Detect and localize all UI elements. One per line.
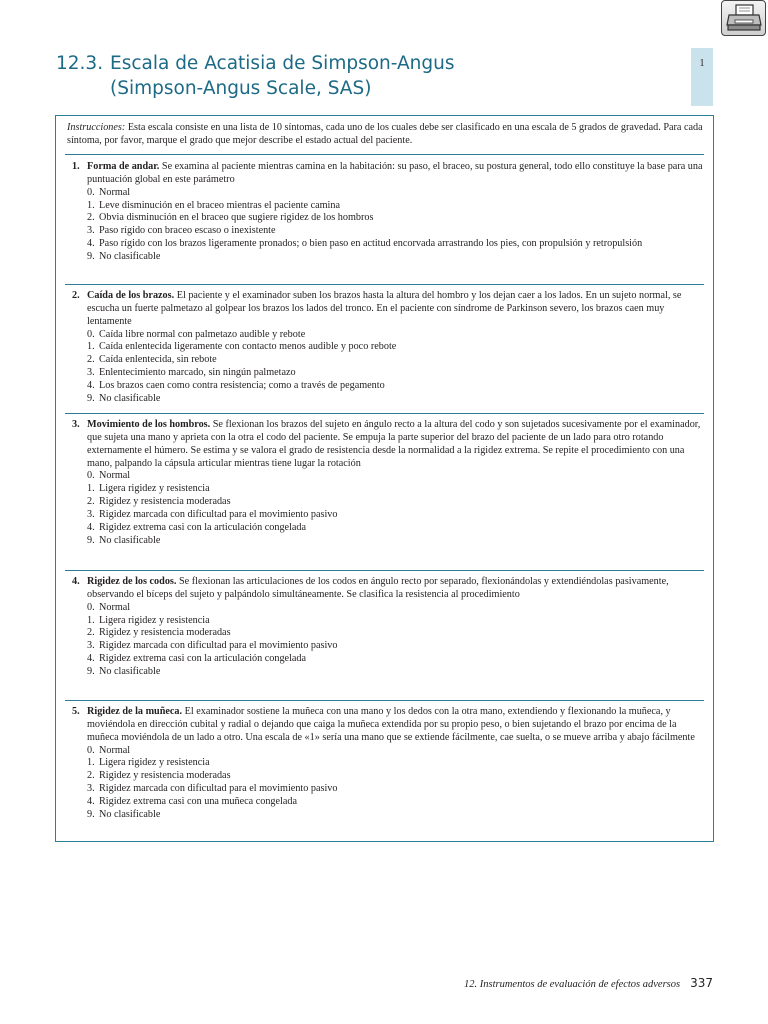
option-score: 0. [87,186,95,198]
option-text: Rigidez marcada con dificultad para el movimiento pasivo [99,640,338,652]
option-score: 3. [87,783,95,795]
option-score: 1. [87,614,95,626]
option-score: 4. [87,238,95,250]
option-text: Rigidez y resistencia moderadas [99,627,231,639]
instructions-label: Instrucciones: [67,122,126,133]
option-score: 4. [87,521,95,533]
section-title-line-1: Escala de Acatisia de Simpson-Angus [110,53,455,74]
item-description: Se flexionan las articulaciones de los codos en ángulo recto por separado, flexionándolas y extendiéndolas pasivamente, observando el bíceps del sujeto y palpándolo simultáneamente. Se clasifica la resistencia al procedimiento [87,576,669,600]
option-row [67,367,703,380]
option-text: Leve disminución en el braceo mientras el paciente camina [99,199,340,211]
scale-item [67,419,703,547]
option-row [67,509,703,522]
option-text: No clasificable [99,250,161,262]
section-number: 12.3. [56,53,104,74]
option-score: 1. [87,341,95,353]
option-text: No clasificable [99,808,161,820]
option-score: 2. [87,627,95,639]
instructions [67,122,703,148]
divider [65,284,704,285]
scale-item [67,576,703,679]
item-name: Rigidez de los codos. [87,576,177,587]
option-score: 9. [87,534,95,546]
option-score: 1. [87,757,95,769]
option-score: 3. [87,225,95,237]
page-number: 337 [690,976,713,990]
option-score: 2. [87,354,95,366]
option-row [67,602,703,615]
item-header [67,706,703,745]
option-row [67,329,703,342]
option-text: No clasificable [99,392,161,404]
option-score: 9. [87,808,95,820]
option-text: Paso rígido con los brazos ligeramente pronados; o bien paso en actitud encorvada arrastrando los pies, con propulsión y retropulsión [99,238,643,250]
print-button[interactable] [721,0,766,36]
instructions-text: Esta escala consiste en una lista de 10 síntomas, cada uno de los cuales debe ser clasificado en una escala de 5 grados de gravedad. Para cada síntoma, por favor, marque el grado que mejor describe el estado actual del paciente. [67,122,703,146]
option-score: 9. [87,392,95,404]
running-title: 12. Instrumentos de evaluación de efectos adversos [464,979,681,990]
option-row [67,341,703,354]
option-text: Paso rígido con braceo escaso o inexistente [99,225,276,237]
option-text: Normal [99,601,131,613]
option-row [67,666,703,679]
option-row [67,522,703,535]
page-footer [380,976,713,990]
item-header [67,290,703,329]
option-score: 3. [87,640,95,652]
option-row [67,470,703,483]
option-row [67,796,703,809]
item-description: Se flexionan los brazos del sujeto en ángulo recto a la altura del codo y son sujetados sucesivamente por el examinador, que sujeta una mano y aprieta con la otra el codo del paciente. Se empuja la parte superior del brazo del paciente de un lado para otro rotando externamente el húmero. Se estima y se valora el grado de resistencia desde la normalidad a la rigidez extrema. Se repite el procedimiento con una mano, palpando la cápsula articular mientras tiene lugar la rotación [87,419,701,469]
option-score: 2. [87,496,95,508]
option-text: Normal [99,744,131,756]
item-name: Rigidez de la muñeca. [87,706,183,717]
option-text: Rigidez marcada con dificultad para el movimiento pasivo [99,508,338,520]
chapter-tab-number: 1 [699,58,705,69]
option-score: 0. [87,328,95,340]
item-description: El examinador sostiene la muñeca con una mano y los dedos con la otra mano, extendiendo y flexionando la muñeca, y moviéndola en dirección cubital y radial o dejando que caiga la muñeca extendida por su propio peso, o bien sujetando el brazo por encima de la muñeca moviéndola de un lado a otro. Una escala de «1» sería una mano que se extiende fácilmente, cae suelta, o se mueve arriba y abajo fácilmente [87,706,695,743]
option-row [67,496,703,509]
printer-icon [725,3,763,33]
option-row [67,483,703,496]
option-score: 2. [87,212,95,224]
item-header [67,576,703,602]
item-name: Caída de los brazos. [87,290,175,301]
chapter-tab [691,48,713,106]
item-number: 4. [72,576,80,587]
item-header [67,161,703,187]
option-row [67,745,703,758]
option-text: Normal [99,186,131,198]
option-text: Obvia disminución en el braceo que sugiere rigidez de los hombros [99,212,374,224]
option-row [67,627,703,640]
option-score: 1. [87,199,95,211]
item-description: Se examina al paciente mientras camina en la habitación: su paso, el braceo, su postura general, todo ello constituye la base para una puntuación global en este parámetro [87,161,703,185]
divider [65,413,704,414]
divider [65,154,704,155]
option-text: No clasificable [99,534,161,546]
option-score: 4. [87,653,95,665]
option-text: Rigidez y resistencia moderadas [99,496,231,508]
option-row [67,251,703,264]
option-score: 0. [87,470,95,482]
option-text: Caída libre normal con palmetazo audible y rebote [99,328,306,340]
option-row [67,615,703,628]
option-text: Los brazos caen como contra resistencia; como a través de pegamento [99,379,385,391]
option-row [67,393,703,406]
option-text: Rigidez extrema casi con la articulación congelada [99,653,307,665]
divider [65,700,704,701]
item-name: Forma de andar. [87,161,160,172]
item-name: Movimiento de los hombros. [87,419,211,430]
option-text: Enlentecimiento marcado, sin ningún palmetazo [99,367,296,379]
divider [65,570,704,571]
option-score: 9. [87,665,95,677]
option-score: 0. [87,744,95,756]
option-score: 4. [87,795,95,807]
option-text: Ligera rigidez y resistencia [99,757,210,769]
option-score: 1. [87,483,95,495]
option-score: 2. [87,770,95,782]
scale-item [67,290,703,406]
option-text: Rigidez extrema casi con una muñeca congelada [99,795,297,807]
option-text: No clasificable [99,665,161,677]
item-header [67,419,703,470]
item-number: 2. [72,290,80,301]
option-score: 9. [87,250,95,262]
item-number: 1. [72,161,80,172]
scale-item [67,706,703,822]
option-row [67,187,703,200]
option-row [67,809,703,822]
option-row [67,783,703,796]
scale-item [67,161,703,264]
option-text: Caída enlentecida, sin rebote [99,354,217,366]
option-text: Ligera rigidez y resistencia [99,483,210,495]
option-row [67,770,703,783]
option-score: 3. [87,508,95,520]
option-score: 4. [87,379,95,391]
option-text: Ligera rigidez y resistencia [99,614,210,626]
option-row [67,225,703,238]
option-text: Caída enlentecida ligeramente con contacto menos audible y poco rebote [99,341,397,353]
option-row [67,354,703,367]
option-row [67,640,703,653]
option-score: 0. [87,601,95,613]
option-row [67,653,703,666]
scale-box [55,115,714,842]
option-row [67,380,703,393]
option-text: Rigidez extrema casi con la articulación congelada [99,521,307,533]
option-row [67,200,703,213]
section-title-line-2: (Simpson-Angus Scale, SAS) [110,78,372,99]
option-row [67,238,703,251]
option-text: Rigidez marcada con dificultad para el movimiento pasivo [99,783,338,795]
option-row [67,757,703,770]
item-number: 5. [72,706,80,717]
option-text: Rigidez y resistencia moderadas [99,770,231,782]
option-row [67,212,703,225]
item-number: 3. [72,419,80,430]
item-description: El paciente y el examinador suben los brazos hasta la altura del hombro y los dejan caer a los lados. En un sujeto normal, se escucha un fuerte palmetazo al golpear los brazos los lados del tronco. En el paciente con síndrome de Parkinson severo, los brazos caen muy lentamente [87,290,682,327]
option-score: 3. [87,367,95,379]
option-text: Normal [99,470,131,482]
option-row [67,535,703,548]
